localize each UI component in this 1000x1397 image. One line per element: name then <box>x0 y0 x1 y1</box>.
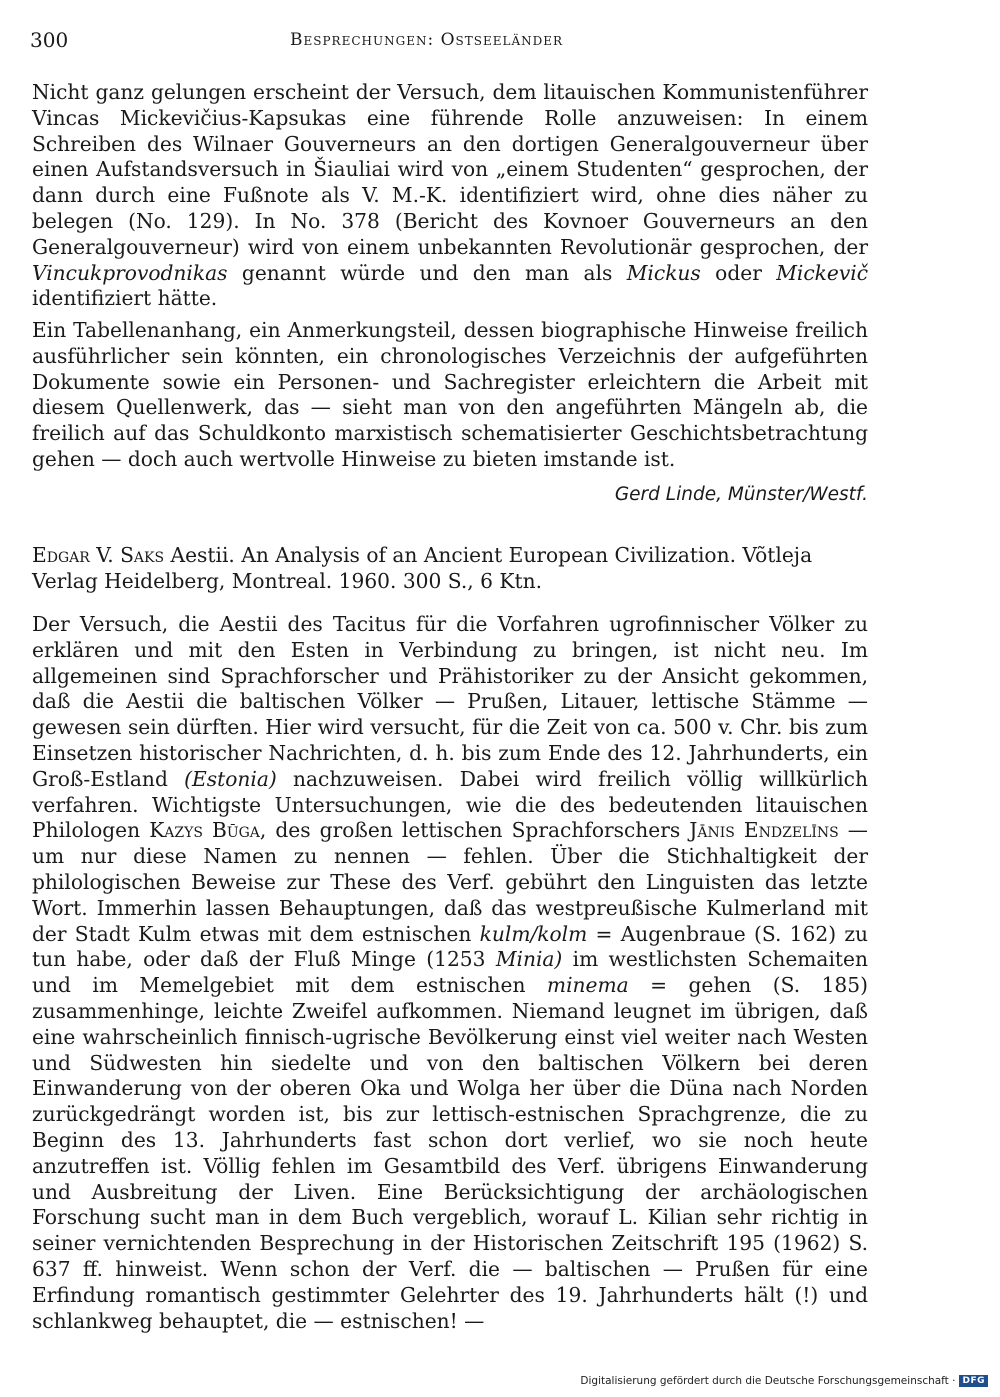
book-author: Edgar V. Saks <box>32 543 165 567</box>
text-run: oder <box>700 260 777 285</box>
text-run: nachzuweisen. Dabei wird freilich völlig willkürlich verfahren. Wichtigste Untersuchungen, wie die des bedeutenden litauischen Philologen <box>32 766 868 843</box>
text-run: genannt würde und den man als <box>227 260 627 285</box>
text-run: = gehen (S. 185) zusammenhinge, leichte Zweifel aufkommen. Niemand leugnet im übrigen, daß eine wahrscheinlich finnisch-ugrische Bevölkerung einst viel weiter nach Westen und Südwesten hin siedelte und von den baltischen Völkern bei deren Einwanderung von der oberen Oka und Wolga her über die Düna nach Norden zurückgedrängt worden ist, bis zur lettisch-estnischen Sprachgrenze, die zu Beginn des 13. Jahrhunderts fast schon dort verlief, wo sie noch heute anzutreffen ist. Völlig fehlen im Gesamtbild des Verf. übrigens Einwanderung und Ausbreitung der Liven. Eine Berücksichtigung der archäologischen Forschung sucht man in dem Buch vergeblich, worauf L. Kilian sehr richtig in seiner vernichtenden Besprechung in der Historischen Zeitschrift 195 (1962) S. 637 ff. hinweist. Wenn schon der Verf. die — baltischen — Prußen für eine Erfindung romantisch gestimmter Gelehrter des 19. Jahrhunderts hält (!) und schlankweg behauptet, die — estnischen! — <box>32 973 869 1333</box>
book-details: Aestii. An Analysis of an Ancient European Civilization. Võtleja Verlag Heidelberg, Montreal. 1960. 300 S., 6 Ktn. <box>32 543 813 593</box>
text-run: , des großen lettischen Sprachforschers <box>259 818 690 843</box>
italic-term: kulm/kolm <box>479 921 588 946</box>
italic-term: Mickevič <box>776 260 868 285</box>
italic-term: Minia) <box>495 947 563 972</box>
italic-term: Vincukprovodnikas <box>32 260 228 285</box>
italic-term: (Estonia) <box>184 766 277 791</box>
text-run: = Augenbraue (S. 162) zu tun habe, oder daß der Fluß Minge (1253 <box>32 921 868 972</box>
digitization-footer <box>580 1375 988 1387</box>
running-head: Besprechungen: Ostseeländer <box>290 30 564 50</box>
text-run: Nicht ganz gelungen erscheint der Versuch, dem litauischen Kommunistenführer Vincas Mickevičius-Kapsukas eine führende Rolle anzuweisen: In einem Schreiben des Wilnaer Gouverneurs an den dortigen Generalgouverneur über einen Aufstandsversuch in Šiauliai wird von „einem Studenten“ gesprochen, der dann durch eine Fußnote als V. M.-K. identifiziert wird, ohne dies näher zu belegen (No. 129). In No. 378 (Bericht des Kovnoer Gouverneurs an den Generalgouverneur) wird von einem unbekannten Revolutionär gesprochen, der <box>32 80 868 259</box>
review2-bibliographic-entry <box>32 543 868 595</box>
review1-paragraph-1 <box>32 80 868 312</box>
footer-text: Digitalisierung gefördert durch die Deutsche Forschungsgemeinschaft · <box>580 1375 956 1387</box>
italic-term: Mickus <box>626 260 701 285</box>
italic-term: minema <box>546 973 629 998</box>
dfg-logo-icon: DFG <box>959 1375 988 1387</box>
smallcaps-name: Jānis Endzelīns <box>689 818 839 843</box>
smallcaps-name: Kazys Būga <box>149 818 260 843</box>
review2-paragraph-1 <box>32 612 868 1334</box>
page-number: 300 <box>30 28 69 52</box>
text-run: identifiziert hätte. <box>32 286 218 311</box>
text-run: im westlichsten Schemaiten und im Memelgebiet mit dem estnischen <box>32 947 868 998</box>
text-run: Der Versuch, die Aestii des Tacitus für die Vorfahren ugrofinnischer Völker zu erklären und mit den Esten in Verbindung zu bringen, ist nicht neu. Im allgemeinen sind Sprachforscher und Prähistoriker zu der Ansicht gekommen, daß die Aestii die baltischen Völker — Prußen, Litauer, lettische Stämme — gewesen sein dürften. Hier wird versucht, für die Zeit von ca. 500 v. Chr. bis zum Einsetzen historischer Nachrichten, d. h. bis zum Ende des 12. Jahrhunderts, ein Groß-Estland <box>32 612 868 791</box>
reviewer-signature: Gerd Linde, Münster/Westf. <box>614 484 868 505</box>
review1-paragraph-2: Ein Tabellenanhang, ein Anmerkungsteil, dessen biographische Hinweise freilich ausführlicher sein könnten, ein chronologisches Verzeichnis der aufgeführten Dokumente sowie ein Personen- und Sachregister erleichtern die Arbeit mit diesem Quellenwerk, das — sieht man von den angeführten Mängeln ab, die freilich auf das Schuldkonto marxistisch schematisierter Geschichtsbetrachtung gehen — doch auch wertvolle Hinweise zu bieten imstande ist. <box>32 318 868 471</box>
text-run: — um nur diese Namen zu nennen — fehlen. Über die Stichhaltigkeit der philologischen Beweise zur These des Verf. gebührt den Linguisten das letzte Wort. Immerhin lassen Behauptungen, daß das westpreußische Kulmerland mit der Stadt Kulm etwas mit dem estnischen <box>32 818 868 946</box>
